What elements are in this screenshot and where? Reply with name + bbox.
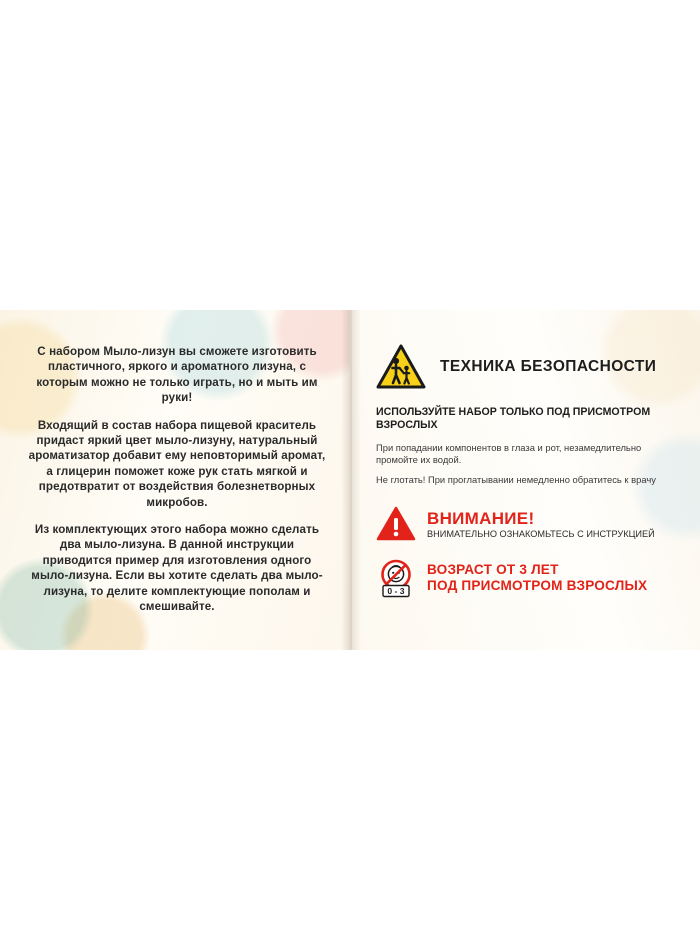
intro-paragraph-1: С набором Мыло-лизун вы сможете изготовить пластичного, яркого и ароматного лизуна, с которым можно не только играть, но и мыть им руки! [36,345,318,405]
safety-header [376,344,686,390]
intro-paragraph-3: Из комплектующих этого набора можно сделать два мыло-лизуна. В данной инструкции приводится пример для изготовления одного мыло-лизуна. Если вы хотите сделать два мыло-лизуна, то делите комплектующие пополам и смешивайте. [31,523,323,614]
warning-exclamation-icon [376,506,416,542]
left-page [0,310,350,650]
warning-title: ВНИМАНИЕ! [427,508,535,528]
safety-note-1: При попадании компонентов в глаза и рот, незамедлительно промойте их водой. [376,441,642,466]
age-line-1: ВОЗРАСТ ОТ 3 ЛЕТ [427,561,559,577]
age-restriction-0-3-icon [376,558,416,598]
svg-text:0 - 3: 0 - 3 [387,586,405,597]
safety-title: ТЕХНИКА БЕЗОПАСНОСТИ [440,358,657,375]
warning-block [376,506,686,542]
warning-subtitle: ВНИМАТЕЛЬНО ОЗНАКОМЬТЕСЬ С ИНСТРУКЦИЕЙ [427,528,655,539]
safety-note-2: Не глотать! При проглатывании немедленно обратитесь к врачу [376,473,656,485]
right-page [350,310,700,650]
age-block [376,558,686,598]
warning-text-wrap [427,509,655,540]
booklet-spread [0,310,700,650]
intro-paragraph-2: Входящий в состав набора пищевой краситель придаст яркий цвет мыло-лизуну, натуральный ароматизатор добавит ему неповторимый аромат, а глицерин поможет коже рук стать мягкой и предотвратит от воздействия болезнетворных микробов. [28,418,326,509]
age-text [427,562,647,595]
supervise-text: ИСПОЛЬЗУЙТЕ НАБОР ТОЛЬКО ПОД ПРИСМОТРОМ ВЗРОСЛЫХ [376,406,651,432]
warning-adult-supervision-icon [376,344,426,390]
age-line-2: ПОД ПРИСМОТРОМ ВЗРОСЛЫХ [427,578,648,594]
